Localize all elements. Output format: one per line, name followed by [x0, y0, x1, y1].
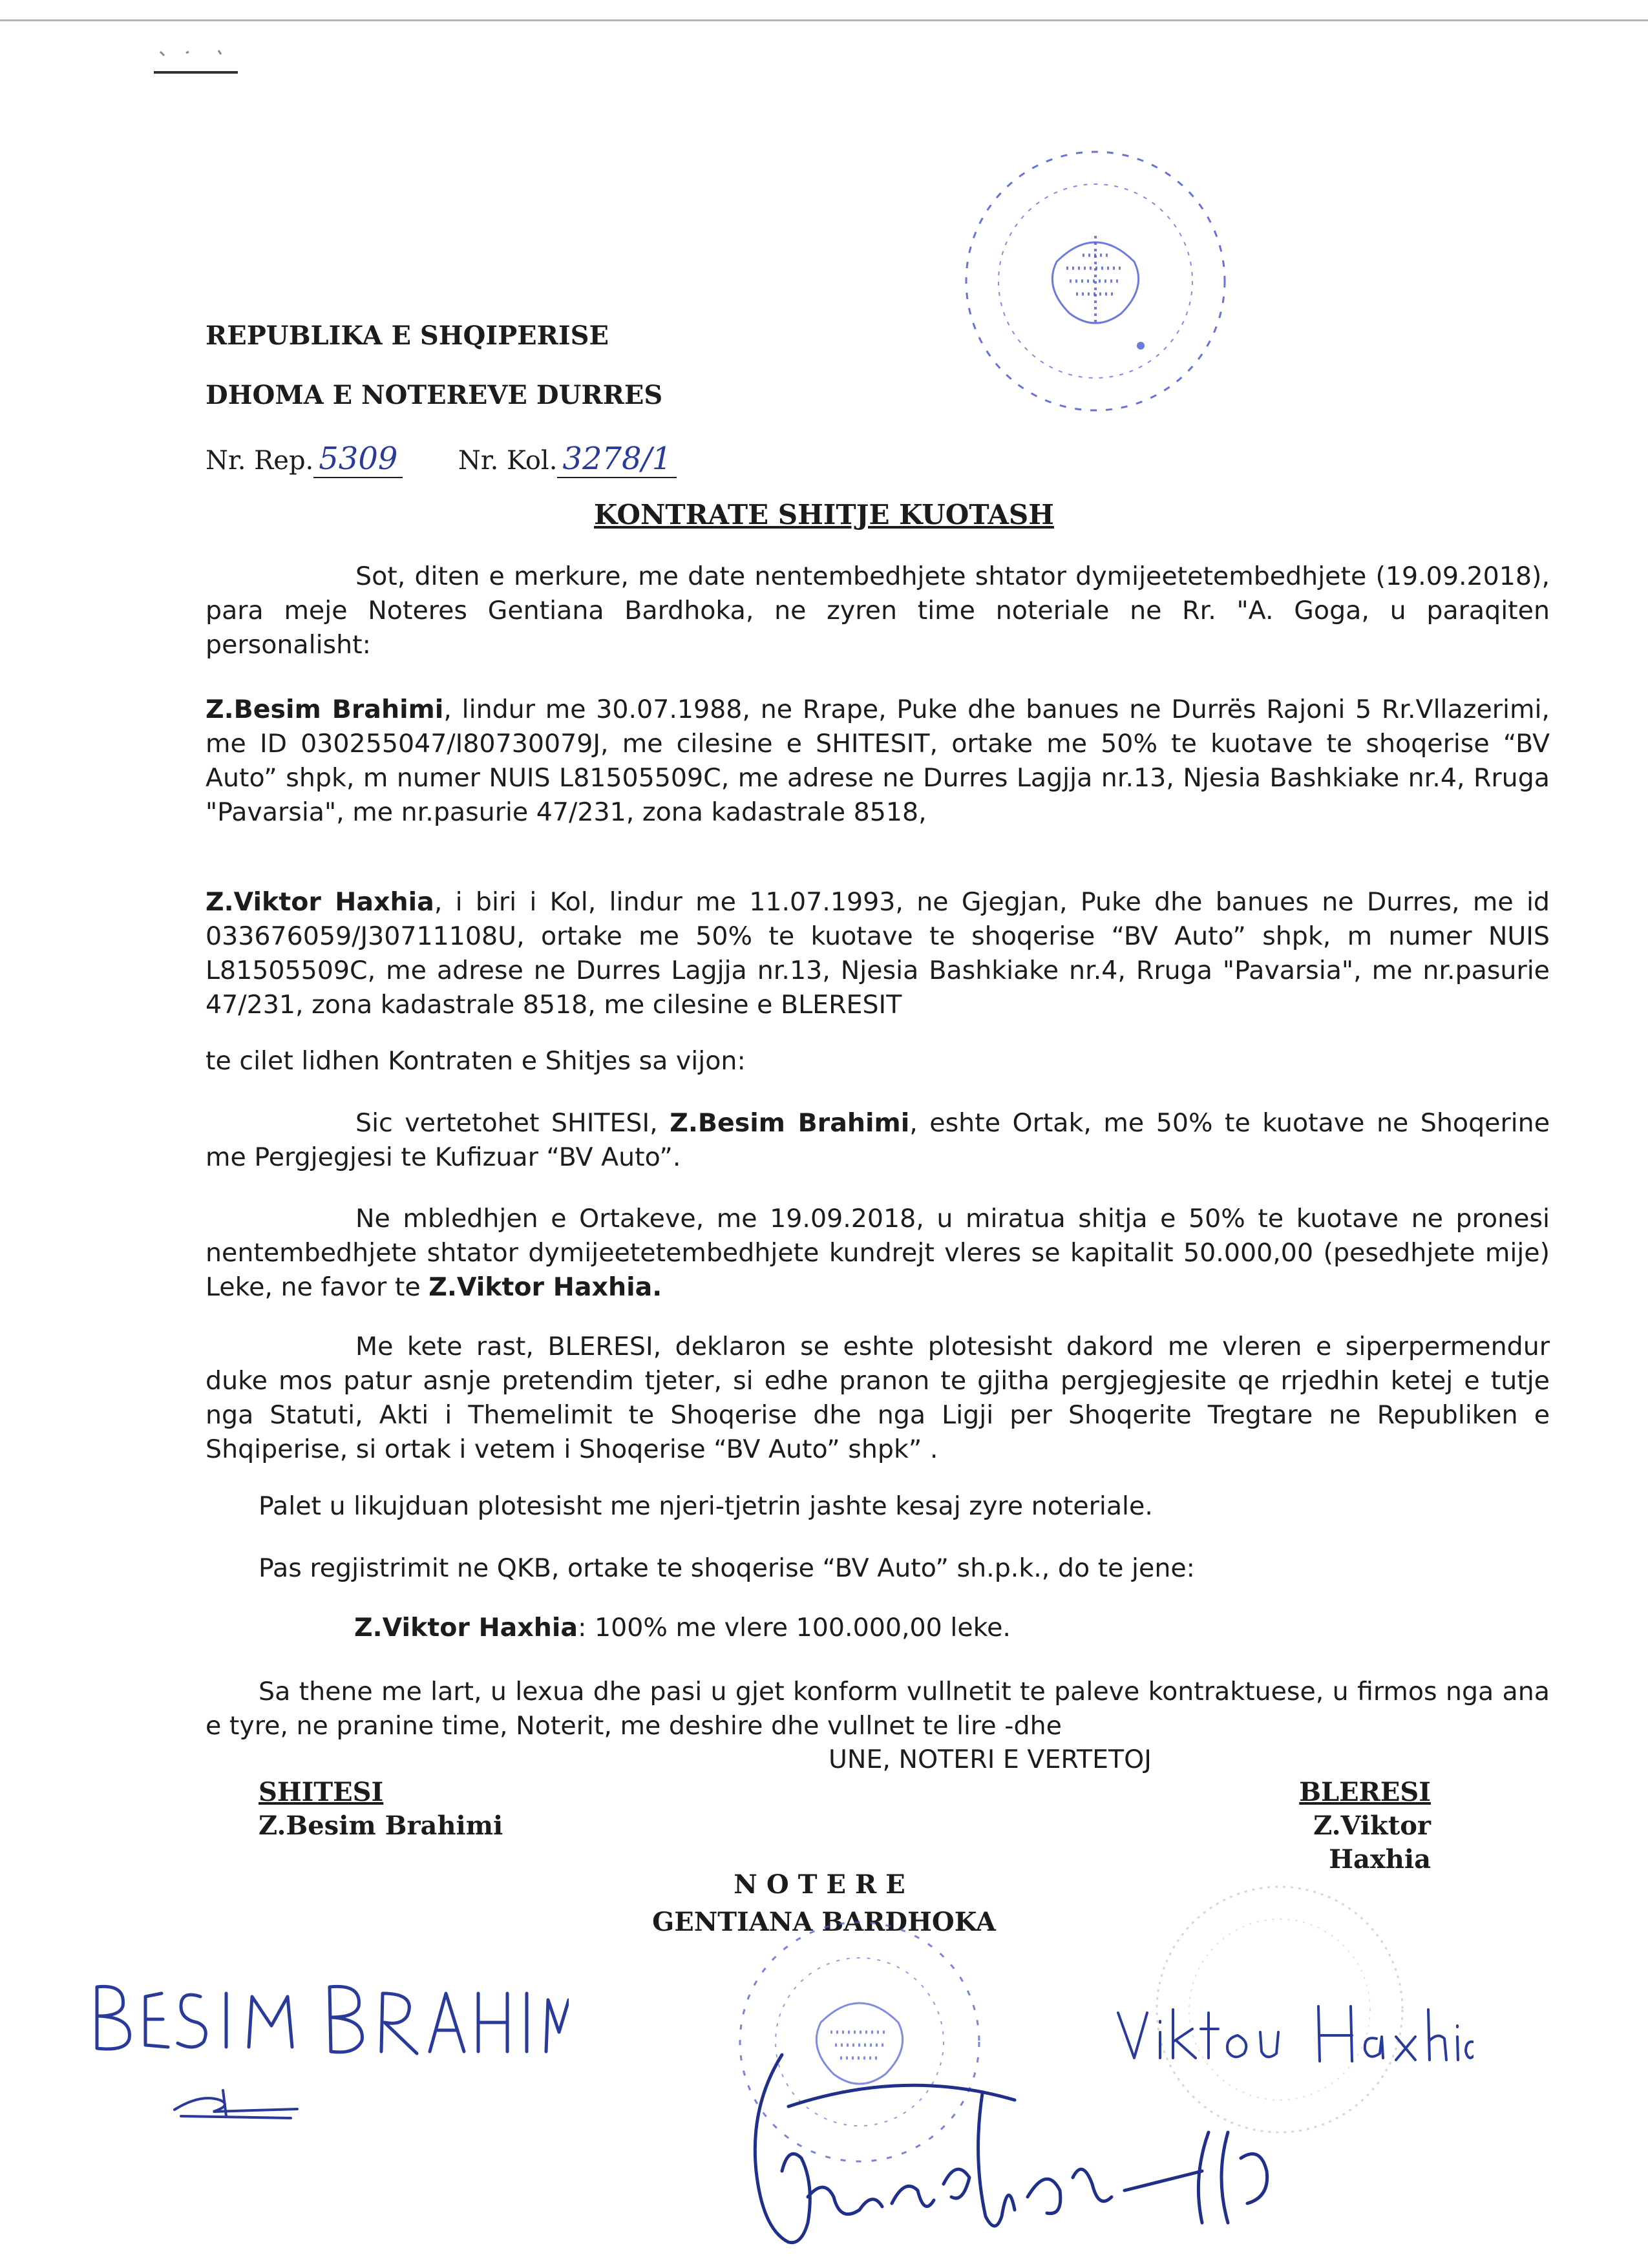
- buyer-paragraph: [206, 885, 1550, 1022]
- clause-6: [354, 1613, 1011, 1643]
- buyer-role: BLERESI: [1299, 1777, 1431, 1807]
- seller-paragraph: [206, 693, 1550, 830]
- notary-role: NOTERE: [734, 1869, 914, 1900]
- clause-6-name: Z.Viktor Haxhia: [354, 1613, 578, 1643]
- clause-7: Sa thene me lart, u lexua dhe pasi u gjet konform vullnetit te paleve kontraktuese, u firmos nga ana e tyre, ne pranine time, Noterit, me deshire dhe vullnet te lire -dhe: [206, 1677, 1550, 1741]
- clause-1-text: Sic vertetohet SHITESI,: [355, 1108, 670, 1138]
- seller-role: SHITESI: [259, 1777, 384, 1807]
- seller-signature-name: Z.Besim Brahimi: [259, 1811, 503, 1841]
- clause-6-text: : 100% me vlere 100.000,00 leke.: [578, 1613, 1011, 1643]
- kol-label: Nr. Kol.: [458, 446, 558, 476]
- clause-5: Pas regjistrimit ne QKB, ortake te shoqerise “BV Auto” sh.p.k., do te jene:: [259, 1553, 1195, 1583]
- seller-details: , lindur me 30.07.1988, ne Rrape, Puke dhe banues ne Durrës Rajoni 5 Rr.Vllazerimi, me ID 030255047/I80730079J, me cilesine e SHITESIT, ortake me 50% te kuotave te shoqerise “BV Auto” shpk, m numer NUIS L81505509C, me adrese ne Durres Lagjja nr.13, Njesia Bashkiake nr.4, Rruga "Pavarsia", me nr.pasurie 47/231, zona kadastrale 8518,: [206, 695, 1550, 827]
- seller-signature-mark: [162, 2081, 317, 2126]
- clause-2-text: Ne mbledhjen e Ortakeve, me 19.09.2018, u miratua shitja e 50% te kuotave ne pronesi nentembedhjete shtator dymijeetetembedhjete kundrejt vleres se kapitalit 50.000,00 (pesedhjete mije) Leke, ne favor te: [206, 1204, 1550, 1302]
- intro-paragraph: Sot, diten e merkure, me date nentembedhjete shtator dymijeetetembedhjete (19.09.2018), para meje Noteres Gentiana Bardhoka, ne zyren time noteriale ne Rr. "A. Goga, u paraqiten personalisht:: [206, 562, 1550, 660]
- reference-line: [206, 441, 677, 477]
- corner-mark: [147, 39, 244, 78]
- certification-line: UNE, NOTERI E VERTETOJ: [829, 1745, 1152, 1774]
- clause-1-text-end: , eshte Ortak, me 50% te kuotave ne Shoqerine me Pergjegjesi te Kufizuar “BV Auto”.: [206, 1108, 1550, 1172]
- buyer-signature-name: Z.Viktor Haxhia: [1313, 1811, 1431, 1874]
- rep-number: 5309: [313, 441, 403, 478]
- rep-label: Nr. Rep.: [206, 446, 314, 476]
- buyer-name: Z.Viktor Haxhia: [206, 887, 434, 917]
- official-seal-top: [953, 139, 1238, 423]
- seller-name: Z.Besim Brahimi: [206, 695, 444, 724]
- clause-3: Me kete rast, BLERESI, deklaron se eshte plotesisht dakord me vleren e siperpermendur duke mos patur asnje pretendim tjeter, si edhe pranon te gjitha pergjegjesite qe rrjedhin ketej e tutje nga Statuti, Akti i Themelimit te Shoqerise dhe nga Ligji per Shoqerite Tregtare ne Republiken e Shqiperise, si ortak i vetem i Shoqerise “BV Auto” shpk” .: [206, 1332, 1550, 1464]
- seller-signature-block: [259, 1776, 503, 1843]
- notary-name: GENTIANA BARDHOKA: [652, 1907, 996, 1937]
- kol-number: 3278/1: [557, 441, 677, 478]
- buyer-signature-block: [1205, 1776, 1431, 1876]
- clause-2: [206, 1202, 1550, 1305]
- clause-1: [206, 1106, 1550, 1175]
- document-title: KONTRATE SHITJE KUOTASH: [594, 499, 1054, 530]
- buyer-details: , i biri i Kol, lindur me 11.07.1993, ne Gjegjan, Puke dhe banues ne Durres, me id 033676059/J30711108U, ortake me 50% te kuotave te shoqerise “BV Auto” shpk, m numer NUIS L81505509C, me adrese ne Durres Lagjja nr.13, Njesia Bashkiake nr.4, Rruga "Pavarsia", me nr.pasurie 47/231, zona kadastrale 8518, me cilesine e BLERESIT: [206, 887, 1550, 1020]
- scan-edge: [0, 0, 1648, 21]
- clause-4: Palet u likujduan plotesisht me njeri-tjetrin jashte kesaj zyre noteriale.: [259, 1491, 1153, 1521]
- notary-signature: [711, 2029, 1331, 2262]
- contract-intro: te cilet lidhen Kontraten e Shitjes sa vijon:: [206, 1046, 746, 1076]
- chamber-heading: DHOMA E NOTEREVE DURRES: [206, 380, 663, 410]
- clause-1-name: Z.Besim Brahimi: [670, 1108, 910, 1138]
- seller-handwritten-name: [90, 1971, 569, 2068]
- clause-2-name: Z.Viktor Haxhia.: [428, 1272, 662, 1302]
- republic-heading: REPUBLIKA E SHQIPERISE: [206, 320, 609, 351]
